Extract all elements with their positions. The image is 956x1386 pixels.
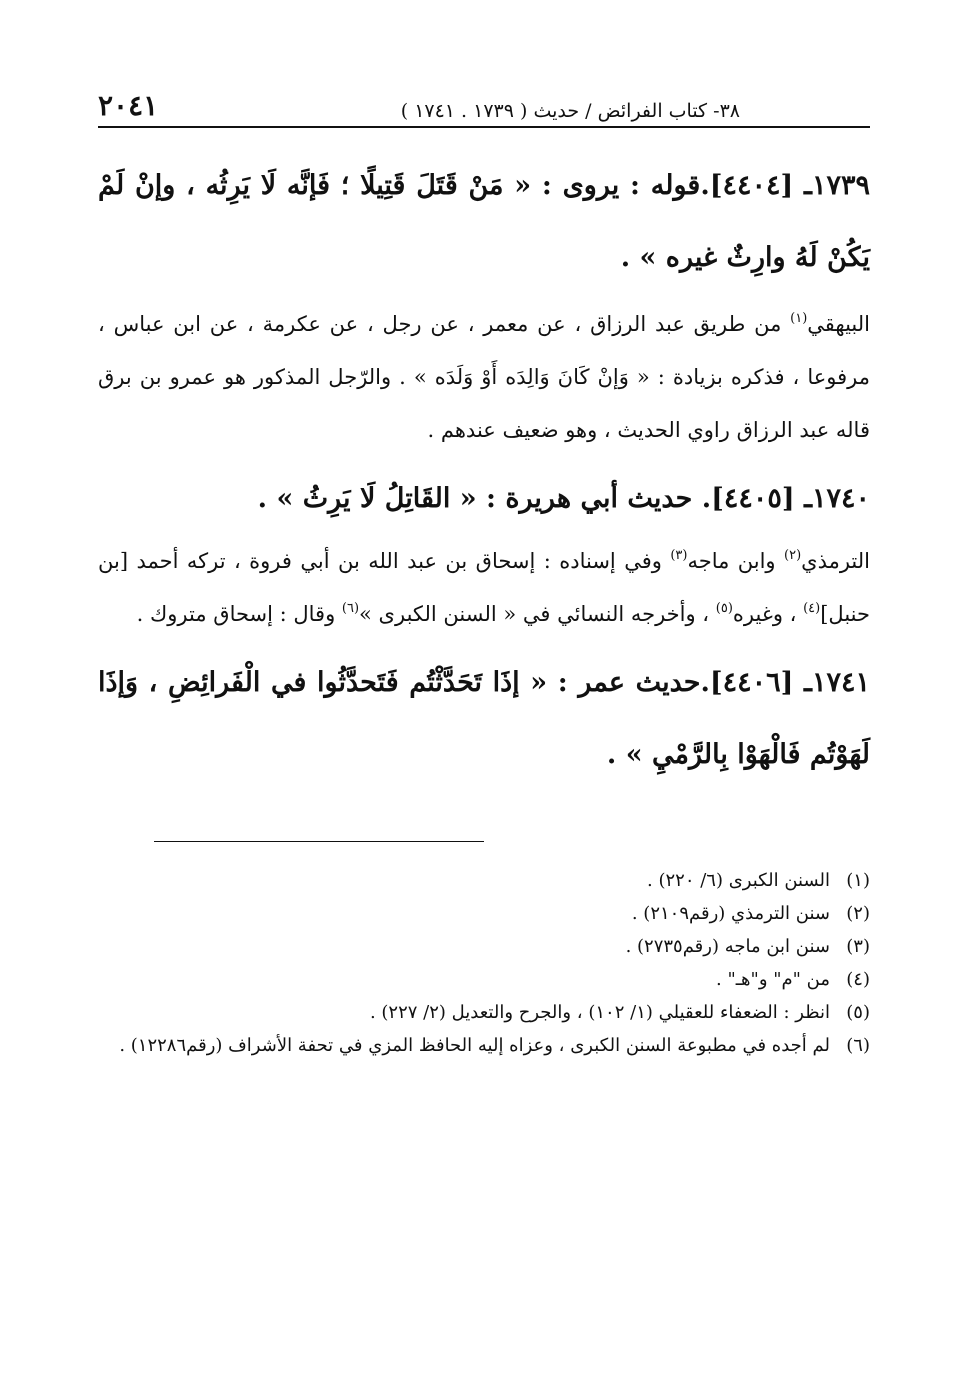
footnote-item xyxy=(98,930,870,963)
commentary-text: ، وغيره xyxy=(732,602,804,626)
footnote-ref[interactable]: (٤) xyxy=(803,601,821,616)
footnote-number: (٦) xyxy=(846,1035,870,1056)
footnote-text: انظر : الضعفاء للعقيلي (١/ ١٠٢) ، والجرح والتعديل (٢/ ٢٢٧) . xyxy=(369,1002,830,1023)
footnote-number: (٢) xyxy=(846,903,870,924)
hadith-text: « القَاتِلُ لَا يَرِثُ » . xyxy=(257,483,477,514)
footnote-number: (٣) xyxy=(846,936,870,957)
hadith-entry-1739 xyxy=(98,150,870,294)
footnote-ref[interactable]: (٥) xyxy=(715,601,733,616)
footnote-item xyxy=(98,963,870,996)
hadith-entry-1741 xyxy=(98,647,870,791)
footnote-number: (٥) xyxy=(846,1002,870,1023)
footnote-text: السنن الكبرى (٦/ ٢٢٠) . xyxy=(647,870,830,891)
entry-number: ١٧٣٩ـ [٤٤٠٤]. xyxy=(700,170,870,201)
commentary-text: البيهقي xyxy=(807,312,870,336)
commentary-text: وابن ماجه xyxy=(687,549,784,573)
commentary-text: وقال : إسحاق متروك . xyxy=(136,602,342,626)
footnote-text: لم أجده في مطبوعة السنن الكبرى ، وعزاه إليه الحافظ المزي في تحفة الأشراف (رقم١٢٢٨٦) . xyxy=(119,1035,830,1056)
footnote-ref[interactable]: (٦) xyxy=(341,601,360,616)
commentary-text: ، وأخرجه النسائي في « السنن الكبرى » xyxy=(359,602,716,626)
footnote-ref[interactable]: (٢) xyxy=(784,548,802,563)
running-title: ٣٨- كتاب الفرائض / حديث ( ١٧٣٩ . ١٧٤١ ) xyxy=(400,100,740,122)
footnotes-list xyxy=(98,864,870,1062)
footnote-text: سنن ابن ماجه (رقم٢٧٣٥) . xyxy=(625,936,830,957)
hadith-entry-1740 xyxy=(98,463,870,535)
footnote-ref[interactable]: (١) xyxy=(790,311,808,326)
footnote-number: (١) xyxy=(846,870,870,891)
entry-number: ١٧٤١ـ [٤٤٠٦]. xyxy=(700,667,870,698)
commentary-text: من طريق عبد الرزاق ، عن معمر ، عن رجل ، عن عكرمة ، عن ابن عباس ، مرفوعا ، فذكره بزيادة : « وَإنْ كَانَ وَالِدَه أَوْ وَلَدَه » . والرّجل المذكور هو عمرو بن برق قاله عبد الرزاق راوي الحديث ، وهو ضعيف عندهم . xyxy=(98,312,870,442)
footnote-text: من "م" و"هـ" . xyxy=(716,969,830,990)
commentary-text: الترمذي xyxy=(801,549,871,573)
footnote-item xyxy=(98,996,870,1029)
page-number: ٢٠٤١ xyxy=(98,89,159,122)
commentary-text: وفي إسناده : إسحاق بن عبد الله بن أبي فروة ، تركه أحمد [بن حنبل] xyxy=(98,549,870,626)
entry-lead: قوله : يروى : xyxy=(531,170,701,201)
page-header xyxy=(98,80,870,128)
entry-lead: حديث أبي هريرة : xyxy=(476,483,702,514)
hadith-text: « إذَا تَحَدَّثْتُم فَتَحدَّثُوا في الْفَرائِضِ ، وَإذَا لَهَوْتُم فَالْهَوْا بِالرَّمْيِ » . xyxy=(98,667,870,770)
footnote-text: سنن الترمذي (رقم٢١٠٩) . xyxy=(631,903,830,924)
hadith-text: « مَنْ قَتَلَ قَتِيلًا ؛ فَإنَّه لَا يَرِثُه ، وإنْ لَمْ يَكُنْ لَهُ وارِثٌ غيره » . xyxy=(98,170,870,273)
page xyxy=(98,80,870,1062)
footnote-number: (٤) xyxy=(846,969,870,990)
footnote-item xyxy=(98,897,870,930)
entry-number: ١٧٤٠ـ [٤٤٠٥]. xyxy=(701,483,870,514)
footnote-item xyxy=(98,864,870,897)
footnote-ref[interactable]: (٣) xyxy=(670,548,688,563)
commentary-1740 xyxy=(98,535,870,641)
commentary-1739 xyxy=(98,298,870,457)
footnote-item xyxy=(98,1029,870,1062)
entry-lead: حديث عمر : xyxy=(547,667,701,698)
